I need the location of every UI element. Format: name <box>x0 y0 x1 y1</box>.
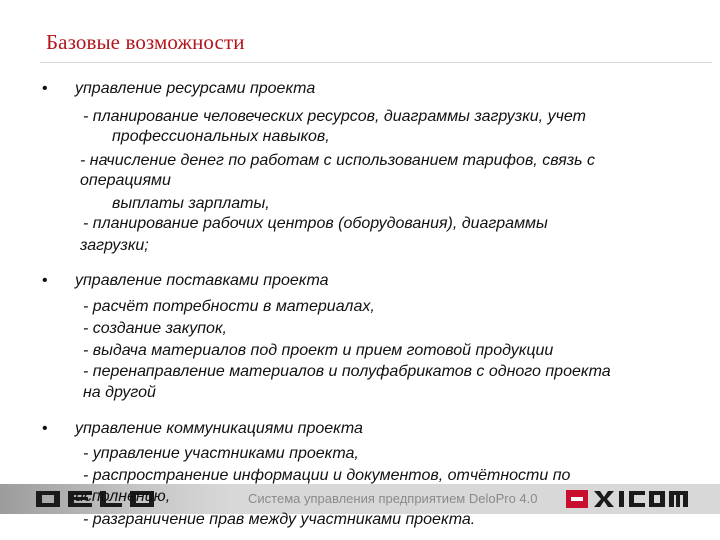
title-divider <box>40 62 712 63</box>
list-item: - разграничение прав между участниками проекта. <box>83 511 476 528</box>
list-item: загрузки; <box>80 237 149 254</box>
section-heading-supply: управление поставками проекта <box>75 272 329 289</box>
list-item: выплаты зарплаты, <box>112 195 270 212</box>
list-item: - управление участниками проекта, <box>83 445 359 462</box>
section-heading-resources: управление ресурсами проекта <box>75 80 316 97</box>
bullet-icon: • <box>42 80 48 97</box>
bullet-icon: • <box>42 420 48 437</box>
list-item: - выдача материалов под проект и прием готовой продукции <box>83 342 554 359</box>
list-item: - начисление денег по работам с использованием тарифов, связь с <box>80 152 596 169</box>
list-item: профессиональных навыков, <box>112 128 330 145</box>
list-item: - планирование человеческих ресурсов, диаграммы загрузки, учет <box>83 108 586 125</box>
list-item: - создание закупок, <box>83 320 227 337</box>
list-item: на другой <box>83 384 156 401</box>
list-item: - планирование рабочих центров (оборудования), диаграммы <box>83 215 548 232</box>
list-item: - перенаправление материалов и полуфабрикатов с одного проекта <box>83 363 611 380</box>
list-item: операциями <box>80 172 171 189</box>
exicom-logo-icon <box>566 488 688 510</box>
footer-product-name: Система управления предприятием DeloPro 4.0 <box>248 491 538 506</box>
list-item: - распространение информации и документов, отчётности по <box>83 467 571 484</box>
slide-title: Базовые возможности <box>46 30 245 54</box>
list-item: исполнению, <box>75 488 171 505</box>
list-item: - расчёт потребности в материалах, <box>83 298 375 315</box>
section-heading-communications: управление коммуникациями проекта <box>75 420 363 437</box>
bullet-icon: • <box>42 272 48 289</box>
